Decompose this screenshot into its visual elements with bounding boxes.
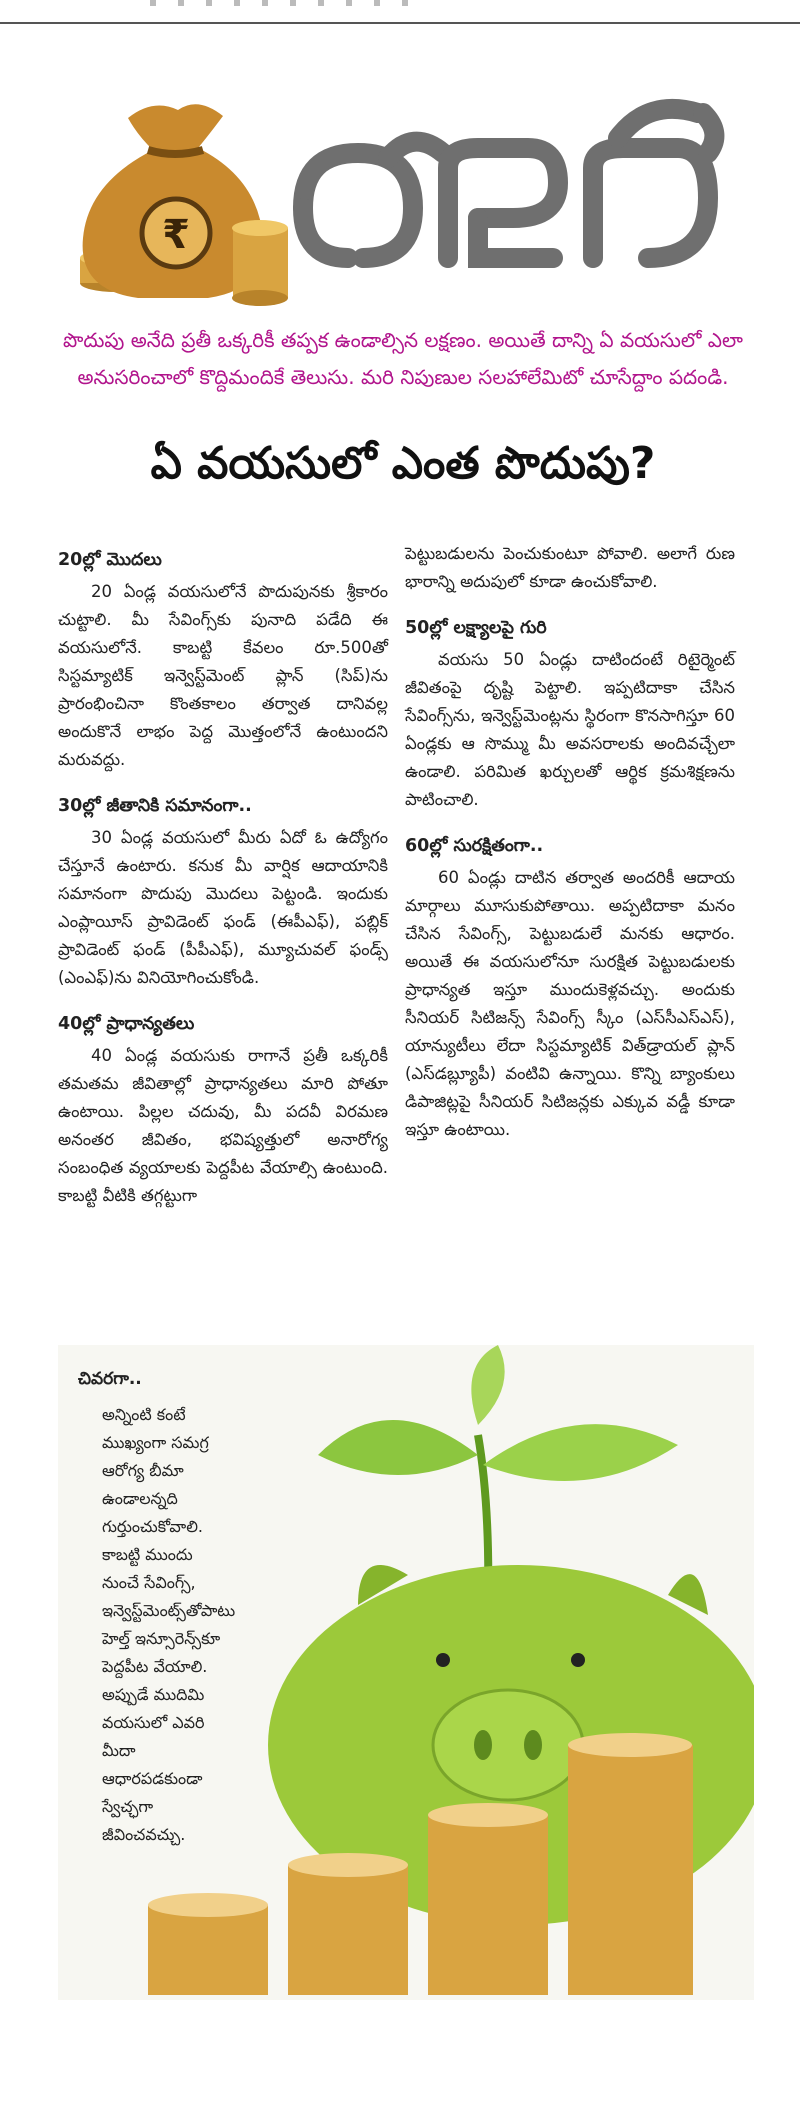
- section-heading-30s: 30ల్లో జీతానికి సమానంగా..: [58, 796, 252, 816]
- section-body-30s: 30 ఏండ్ల వయసులో మీరు ఏదో ఓ ఉద్యోగం చేస్తూనే ఉంటారు. కనుక మీ వార్షిక ఆదాయానికి సమానంగా పొదుపు మొదలు పెట్టండి. ఇందుకు ఎంప్లాయీస్ ప్రావిడెంట్ ఫండ్ (ఈపీఎఫ్), పబ్లిక్ ప్రావిడెంట్ ఫండ్ (పీపీఎఫ్), మ్యూచువల్ ఫండ్స్ (ఎంఎఫ్)ను వినియోగించుకోండి.: [58, 828, 388, 987]
- section-heading-40s: 40ల్లో ప్రాధాన్యతలు: [58, 1014, 195, 1034]
- masthead-brand-text: [58, 58, 59, 59]
- section-body-20s: 20 ఏండ్ల వయసులోనే పొదుపునకు శ్రీకారం చుట్టాలి. మీ సేవింగ్స్‌కు పునాది పడేది ఈ వయసులోనే. కాబట్టి కేవలం రూ.500తో సిస్టమ్యాటిక్ ఇన్వెస్ట్‌మెంట్ ప్లాన్ (సిప్)ను ప్రారంభించినా కొంతకాలం తర్వాత దానివల్ల అందుకొనే లాభం పెద్ద మొత్తంలోనే ఉంటుందని మరువద్దు.: [58, 582, 388, 769]
- rupee-icon: ₹: [162, 212, 190, 258]
- section-heading-50s: 50ల్లో లక్ష్యాలపై గురి: [405, 618, 547, 638]
- section-body-60s: 60 ఏండ్లు దాటిన తర్వాత అందరికీ ఆదాయ మార్గాలు మూసుకుపోతాయి. అప్పటిదాకా మనం చేసిన సేవింగ్స్, పెట్టుబడులే మనకు ఆధారం. అయితే ఈ వయసులోనూ సురక్షిత పెట్టుబడులకు ప్రాధాన్యత ఇస్తూ ముందుకెళ్లవచ్చు. అందుకు సీనియర్ సిటిజన్స్ సేవింగ్స్ స్కీం (ఎస్‌సీఎస్‌ఎస్), యాన్యుటీలు లేదా సిస్టమ్యాటిక్ విత్‌డ్రాయల్ ప్లాన్ (ఎస్‌డబ్ల్యూపీ) వంటివి ఉన్నాయి. కొన్ని బ్యాంకులు డిపాజిట్లపై సీనియర్ సిటిజన్లకు ఎక్కువ వడ్డీ కూడా ఇస్తూ ఉంటాయి.: [405, 868, 735, 1139]
- section-body-40s: 40 ఏండ్ల వయసుకు రాగానే ప్రతీ ఒక్కరికీ తమతమ జీవితాల్లో ప్రాధాన్యతలు మారి పోతూ ఉంటాయి. పిల్లల చదువు, మీ పదవీ విరమణ అనంతర జీవితం, భవిష్యత్తులో అనారోగ్య సంబంధిత వ్యయాలకు పెద్దపీట వేయాల్సి ఉంటుంది. కాబట్టి వీటికి తగ్గట్టుగా: [58, 1046, 388, 1205]
- article-column-right: [405, 540, 735, 1162]
- top-crop-fragment: [150, 0, 430, 6]
- coin-stack-right-icon: [232, 220, 288, 306]
- section-body-40s-continued: పెట్టుబడులను పెంచుకుంటూ పోవాలి. అలాగే రుణ భారాన్ని అదుపులో కూడా ఉంచుకోవాలి.: [405, 544, 735, 591]
- section-body-50s: వయసు 50 ఏండ్లు దాటిందంటే రిటైర్మెంట్ జీవితంపై దృష్టి పెట్టాలి. ఇప్పటిదాకా చేసిన సేవింగ్స్‌ను, ఇన్వెస్ట్‌మెంట్లను స్థిరంగా కొనసాగిస్తూ 60 ఏండ్లకు ఆ సొమ్ము మీ అవసరాలకు అందివచ్చేలా ఉండాలి. పరిమిత ఖర్చులతో ఆర్థిక క్రమశిక్షణను పాటించాలి.: [405, 650, 735, 809]
- article-column-left: [58, 540, 388, 1228]
- intro-text: పొదుపు అనేది ప్రతీ ఒక్కరికీ తప్పక ఉండాల్సిన లక్షణం. అయితే దాన్ని ఏ వయసులో ఎలా అనుసరించాలో కొద్దిమందికే తెలుసు. మరి నిపుణుల సలహాలేమిటో చూసేద్దాం పదండి.: [63, 328, 743, 389]
- closing-illustration-panel: [58, 1345, 754, 2000]
- top-rule: [0, 22, 800, 24]
- closing-body: అన్నింటి కంటే ముఖ్యంగా సమగ్ర ఆరోగ్య బీమా ఉండాలన్నది గుర్తుంచుకోవాలి. కాబట్టి ముందు నుంచే సేవింగ్స్, ఇన్వెస్ట్‌మెంట్స్‌తోపాటు హెల్త్ ఇన్సూరెన్స్‌కూ పెద్దపీట వేయాలి. అప్పుడే ముదిమి వయసులో ఎవరి మీదా ఆధారపడకుండా స్వేచ్ఛగా జీవించవచ్చు.: [102, 1405, 236, 1844]
- section-heading-20s: 20ల్లో మొదలు: [58, 550, 162, 570]
- page-title: ఏ వయసులో ఎంత పొదుపు?: [150, 438, 656, 489]
- section-heading-60s: 60ల్లో సురక్షితంగా..: [405, 836, 544, 856]
- masthead-banner: [58, 58, 748, 313]
- closing-heading: చివరగా..: [78, 1369, 142, 1389]
- masthead-artwork: [58, 58, 748, 313]
- closing-note: [78, 1365, 248, 1849]
